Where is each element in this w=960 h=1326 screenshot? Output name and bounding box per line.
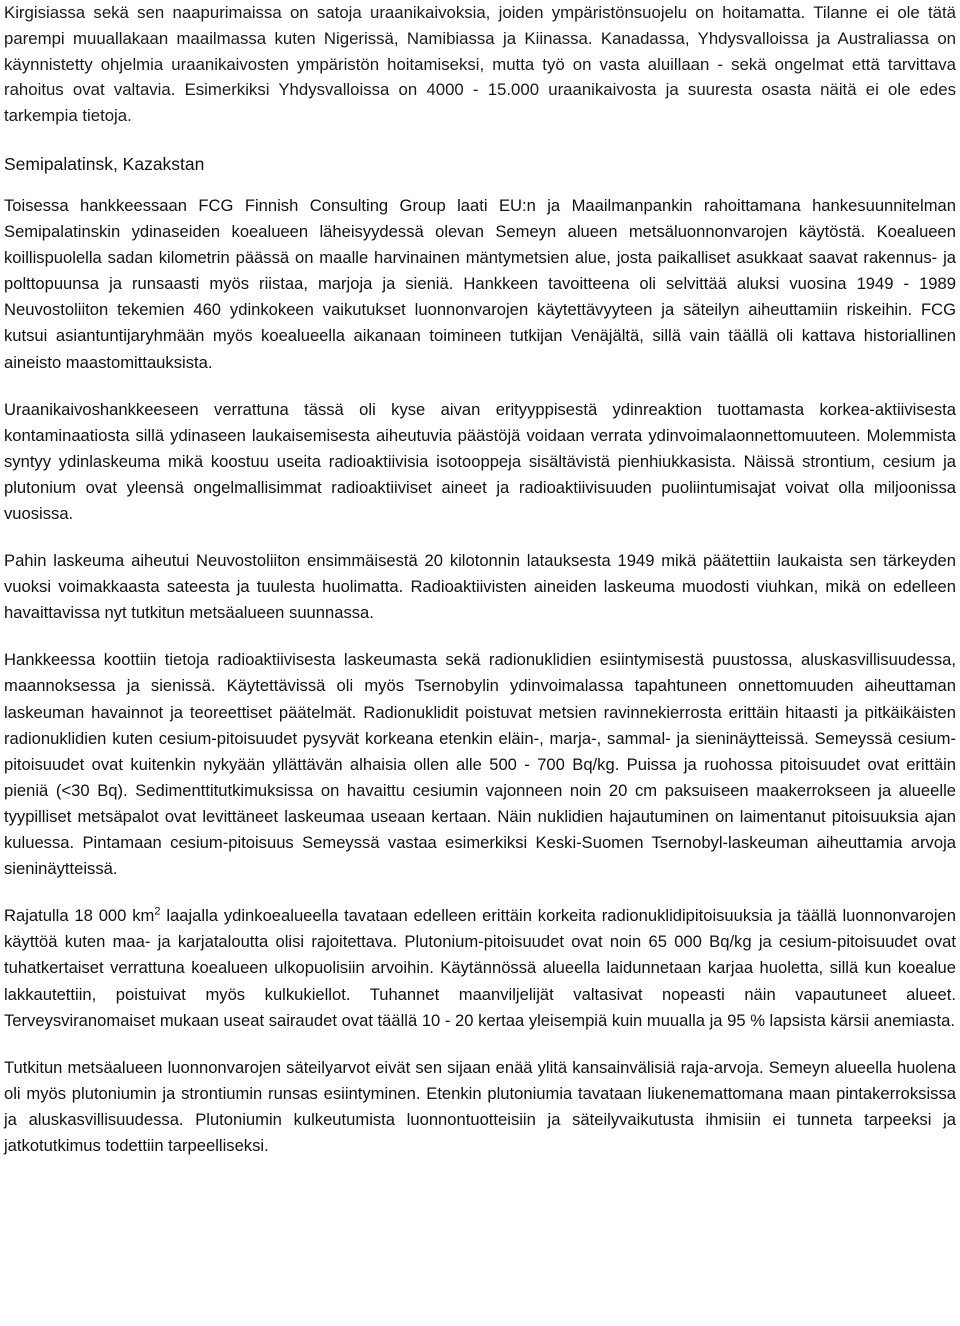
superscript-two: 2 (154, 905, 161, 918)
paragraph-worst-fallout: Pahin laskeuma aiheutui Neuvostoliiton ensimmäisestä 20 kilotonnin latauksesta 1949 mikä päätettiin laukaista sen tärkeyden vuoksi voimakkaasta sateesta ja tuulesta huolimatta. Radioaktiivisten aineiden laskeuma muodosti viuhkan, mikä on edelleen havaittavissa nyt tutkitun metsäalueen suunnassa. (4, 551, 956, 623)
paragraph-contamination-type: Uraanikaivoshankkeeseen verrattuna tässä oli kyse aivan erityyppisestä ydinreaktion tuottamasta korkea-aktiivisesta kontaminaatiosta sillä ydinaseen laukaisemisesta aiheutuvia päästöjä voidaan verrata ydinvoimalaonnettomuuteen. Molemmista syntyy ydinlaskeuma mikä koostuu useita radioaktiivisia isotooppeja sisältävistä pienhiukkasista. Näissä strontium, cesium ja plutonium ovat yleensä ongelmallisimmat radioaktiiviset aineet ja radioaktiivisuuden puoliintumisajat voivat olla miljoonissa vuosissa. (4, 399, 956, 524)
paragraph-radiation-limits: Tutkitun metsäalueen luonnonvarojen säteilyarvot eivät sen sijaan enää ylitä kansainvälisiä raja-arvoja. Semeyn alueella huolena oli myös plutoniumin ja strontiumin runsas esiintyminen. Etenkin plutoniumia tavataan liukenemattomana maan pintakerroksissa ja aluskasvillisuudessa. Plutoniumin kulkeutumista luonnontuotteisiin ja säteilyvaikutusta ihmisiin ei tunneta tarpeeksi ja jatkotutkimus todettiin tarpeelliseksi. (4, 1057, 956, 1155)
intro-paragraph: Kirgisiassa sekä sen naapurimaissa on satoja uraanikaivoksia, joiden ympäristönsuojelu on hoitamatta. Tilanne ei ole tätä parempi muuallakaan maailmassa kuten Nigerissä, Namibiassa ja Kiinassa. Kanadassa, Yhdysvalloissa ja Australiassa on käynnistetty ohjelmia uraanikaivosten ympäristön hoitamiseksi, mutta työ on vasta aluillaan - sekä ongelmat että tarvittava rahoitus ovat valtavia. Esimerkiksi Yhdysvalloissa on 4000 - 15.000 uraanikaivosta ja suuresta osasta näitä ei ole edes tarkempia tietoja. (4, 3, 956, 126)
paragraph-project-overview: Toisessa hankkeessaan FCG Finnish Consulting Group laati EU:n ja Maailmanpankin rahoittamana hankesuunnitelman Semipalatinskin ydinaseiden koealueen läheisyydessä olevan Semeyn alueen metsäluonnonvarojen käytöstä. Koealueen koillispuolella sadan kilometrin päässä on maalle harvinainen mäntymetsien alue, josta paikalliset asukkaat saavat rakennus- ja polttopuunsa ja runsaasti myös riistaa, marjoja ja sieniä. Hankkeen tavoitteena oli selvittää aluksi vuosina 1949 - 1989 Neuvostoliiton tekemien 460 ydinkokeen vaikutukset luonnonvarojen käytettävyyteen ja säteilyn aiheuttamiin riskeihin. FCG kutsui asiantuntijaryhmään myös koealueella aikanaan toimineen tutkijan Venäjältä, sillä vain täällä oli kattava historiallinen aineisto maastomittauksista. (4, 195, 956, 372)
paragraph-radionuclide-data: Hankkeessa koottiin tietoja radioaktiivisesta laskeumasta sekä radionuklidien esiintymisestä puustossa, aluskasvillisuudessa, maannoksessa ja sienissä. Käytettävissä oli myös Tsernobylin ydinvoimalassa tapahtuneen onnettomuuden aiheuttaman laskeuman havainnot ja teoreettiset päätelmät. Radionuklidit poistuvat metsien ravinnekierrosta erittäin hitaasti ja pitkäikäisten radionuklidien kuten cesium-pitoisuudet pysyvät korkeana etenkin eläin-, marja-, sammal- ja sieninäytteissä. Semeyssä cesium-pitoisuudet ovat kuitenkin nykyään yllättävän alhaisia ollen alle 500 - 700 Bq/kg. Puissa ja ruohossa pitoisuudet ovat erittäin pieniä (<30 Bq). Sedimenttitutkimuksissa on havaittu cesiumin vajonneen noin 20 cm paksuiseen maakerrokseen ja alueelle tyypilliset metsäpalot ovat levittäneet laskeumaa useaan kertaan. Näin nuklidien hajautuminen on laimentanut pitoisuuksia ajan kuluessa. Pintamaan cesium-pitoisuus Semeyssä vastaa esimerkiksi Keski-Suomen Tsernobyl-laskeuman aiheuttamia arvoja sieninäytteissä. (4, 650, 956, 879)
area-text-before: Rajatulla 18 000 km (4, 906, 155, 926)
section-heading: Semipalatinsk, Kazakstan (4, 153, 205, 174)
paragraph-test-area (4, 903, 956, 1033)
area-text-after: laajalla ydinkoealueella tavataan edelleen erittäin korkeita radionuklidipitoisuuksia ja täällä luonnonvarojen käyttöä kuten maa- ja karjataloutta olisi rajoitettava. Plutonium-pitoisuudet ovat noin 65 000 Bq/kg ja cesium-pitoisuudet ovat tuhatkertaiset verrattuna koealueen ulkopuolisiin arvoihin. Käytännössä alueella laidunnetaan karjaa huoletta, sillä kun koealue lakkautettiin, poistuivat myös kulkukiellot. Tuhannet maanviljelijät valtasivat nopeasti näin vapautuneet alueet. Terveysviranomaiset mukaan useat sairaudet ovat täällä 10 - 20 kertaa yleisempiä kuin muualla ja 95 % lapsista kärsii anemiasta. (4, 906, 956, 1030)
